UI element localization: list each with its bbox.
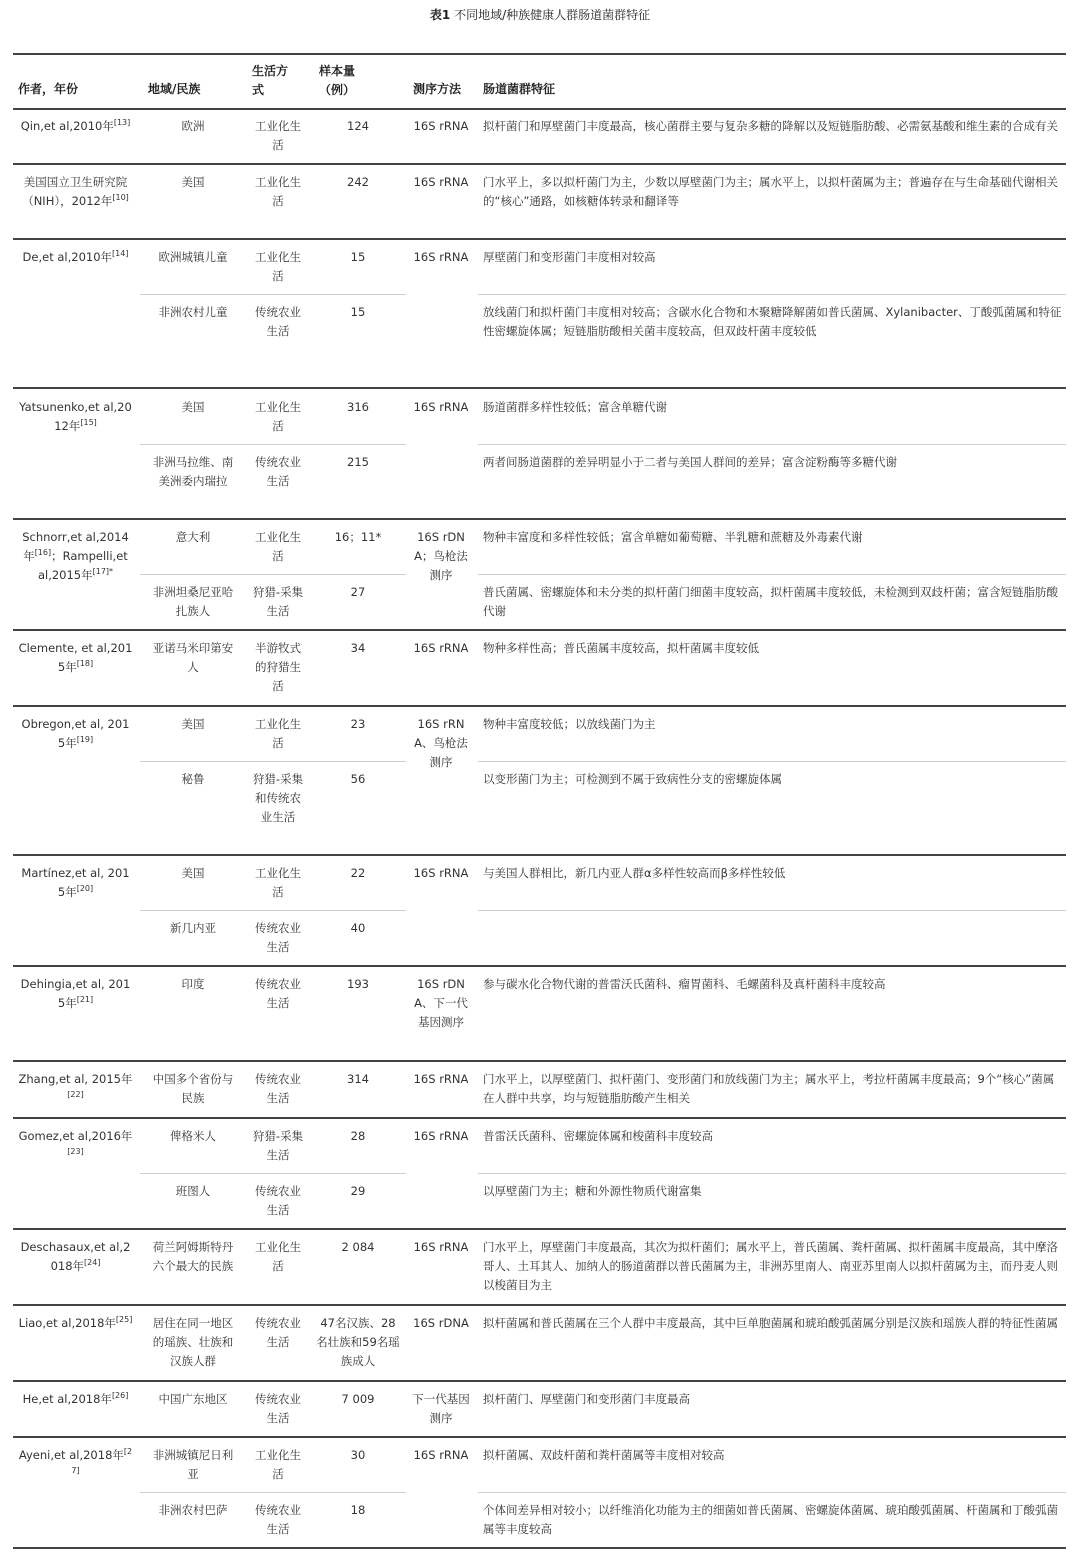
reference-mark: [27] (71, 1447, 133, 1476)
region-cell: 非洲农村巴萨 (158, 1503, 228, 1517)
region-cell: 欧洲 (181, 119, 205, 133)
region-cell: 欧洲城镇儿童 (158, 250, 228, 264)
sample-cell: 15 (350, 250, 366, 264)
sample-cell: 56 (350, 772, 366, 786)
row-rule (13, 387, 1066, 389)
features-cell: 以变形菌门为主；可检测到不属于致病性分支的密螺旋体属 (483, 772, 782, 786)
group-divider (478, 294, 1066, 295)
author-cell (18, 173, 133, 211)
sample-cell: 30 (350, 1448, 366, 1462)
reference-mark: [18] (76, 659, 94, 669)
method-cell: 16S rRNA (413, 1072, 469, 1086)
region-cell: 美国 (181, 175, 205, 189)
sample-cell: 15 (350, 305, 366, 319)
author-cell (18, 528, 133, 585)
lifestyle-cell: 工业化生活 (255, 175, 301, 208)
group-divider (140, 444, 406, 445)
lifestyle-cell: 狩猎-采集生活 (252, 585, 304, 618)
sample-cell: 124 (347, 119, 369, 133)
features-cell: 个体间差异相对较小；以纤维消化功能为主的细菌如普氏菌属、密螺旋体菌属、琥珀酸弧菌属、杆菌属和丁酸弧菌属等丰度较高 (483, 1503, 1058, 1536)
sample-cell: 18 (350, 1503, 366, 1517)
method-cell: 下一代基因测序 (412, 1392, 470, 1425)
method-cell: 16S rDNA；鸟枪法测序 (414, 530, 468, 582)
group-divider (140, 761, 406, 762)
lifestyle-cell: 工业化生活 (255, 119, 301, 152)
lifestyle-cell: 传统农业生活 (255, 1072, 301, 1105)
method-cell: 16S rRNA (413, 1240, 469, 1254)
lifestyle-cell: 传统农业生活 (255, 1184, 301, 1217)
region-cell: 非洲城镇尼日利亚 (152, 1448, 234, 1481)
row-rule (13, 629, 1066, 631)
sample-cell: 22 (350, 866, 366, 880)
author-name: Zhang,et al, 2015年 (18, 1072, 133, 1086)
group-divider (478, 574, 1066, 575)
region-cell: 非洲坦桑尼亚哈扎族人 (152, 585, 234, 618)
region-cell: 荷兰阿姆斯特丹六个最大的民族 (152, 1240, 234, 1273)
reference-mark: [20] (76, 884, 94, 894)
header-features: 肠道菌群特征 (483, 82, 556, 96)
features-cell: 门水平上，厚壁菌门丰度最高，其次为拟杆菌们；属水平上，普氏菌属、粪杆菌属、拟杆菌属丰度最高，其中摩洛哥人、土耳其人、加纳人的肠道菌群以普氏菌属为主，非洲苏里南人、南亚苏里南人以拟杆菌属为主，而丹麦人则以梭菌目为主 (483, 1240, 1058, 1292)
row-rule (13, 1304, 1066, 1306)
author-cell (18, 1127, 133, 1165)
lifestyle-cell: 狩猎-采集和传统农业生活 (252, 772, 304, 824)
lifestyle-cell: 传统农业生活 (255, 455, 301, 488)
sample-cell: 27 (350, 585, 366, 599)
group-divider (140, 574, 406, 575)
region-cell: 居住在同一地区的瑶族、壮族和汉族人群 (152, 1316, 234, 1368)
author-name: 美国国立卫生研究院（NIH），2012年 (22, 175, 128, 208)
author-name: Gomez,et al,2016年 (18, 1129, 133, 1143)
lifestyle-cell: 传统农业生活 (255, 977, 301, 1010)
sample-cell: 29 (350, 1184, 366, 1198)
method-cell: 16S rRNA、鸟枪法测序 (414, 717, 468, 769)
lifestyle-cell: 传统农业生活 (255, 1503, 301, 1536)
lifestyle-cell: 工业化生活 (255, 1448, 301, 1481)
row-rule (13, 705, 1066, 707)
group-divider (478, 444, 1066, 445)
author-cell (18, 975, 133, 1013)
author-name: Liao,et al,2018年 (18, 1316, 116, 1330)
reference-mark: [26] (111, 1391, 129, 1401)
method-cell: 16S rDNA (413, 1316, 469, 1330)
reference-mark: [16] (34, 548, 52, 558)
author-cell (18, 1238, 133, 1276)
sample-cell: 316 (347, 400, 369, 414)
top-rule (13, 53, 1066, 55)
region-cell: 意大利 (175, 530, 211, 544)
features-cell: 物种多样性高；普氏菌属丰度较高，拟杆菌属丰度较低 (483, 641, 759, 655)
lifestyle-cell: 传统农业生活 (255, 1316, 301, 1349)
row-rule (13, 108, 1066, 110)
lifestyle-cell: 半游牧式的狩猎生活 (255, 641, 301, 693)
lifestyle-cell: 工业化生活 (255, 250, 301, 283)
lifestyle-cell: 工业化生活 (255, 866, 301, 899)
features-cell: 拟杆菌门、厚壁菌门和变形菌门丰度最高 (483, 1392, 690, 1406)
region-cell: 非洲农村儿童 (158, 305, 228, 319)
author-name: Dehingia,et al, 2015年 (20, 977, 131, 1010)
lifestyle-cell: 工业化生活 (255, 530, 301, 563)
lifestyle-cell: 工业化生活 (255, 717, 301, 750)
author-name: Ayeni,et al,2018年 (18, 1448, 124, 1462)
region-cell: 亚诺马米印第安人 (152, 641, 234, 674)
features-cell: 普氏菌属、密螺旋体和未分类的拟杆菌门细菌丰度较高，拟杆菌属丰度较低，未检测到双歧杆菌；富含短链脂肪酸代谢 (483, 585, 1058, 618)
region-cell: 美国 (181, 866, 205, 880)
author-cell (18, 864, 133, 902)
author-name: Yatsunenko,et al,2012年 (19, 400, 132, 433)
table-label: 表1 (429, 8, 451, 22)
author-name: Martínez,et al, 2015年 (21, 866, 130, 899)
group-divider (140, 294, 406, 295)
features-cell: 以厚壁菌门为主；糖和外源性物质代谢富集 (483, 1184, 702, 1198)
row-rule (13, 854, 1066, 856)
method-cell: 16S rRNA (413, 1129, 469, 1143)
region-cell: 新几内亚 (170, 921, 216, 935)
sample-cell: 7 009 (341, 1392, 375, 1406)
header-lifestyle: 生活方式 (252, 64, 289, 97)
row-rule (13, 965, 1066, 967)
header-method: 测序方法 (413, 82, 462, 96)
features-cell: 厚壁菌门和变形菌门丰度相对较高 (483, 250, 656, 264)
reference-mark: [13] (113, 118, 131, 128)
author-cell (18, 715, 133, 753)
header-author: 作者，年份 (18, 82, 79, 96)
sample-cell: 16；11* (334, 530, 382, 544)
method-cell: 16S rRNA (413, 641, 469, 655)
reference-mark: [15] (80, 418, 97, 428)
region-cell: 中国广东地区 (158, 1392, 228, 1406)
row-rule (13, 1380, 1066, 1382)
reference-mark: [21] (76, 995, 94, 1005)
row-rule (13, 1228, 1066, 1230)
author-cell (18, 117, 133, 136)
lifestyle-cell: 传统农业生活 (255, 1392, 301, 1425)
group-divider (140, 910, 406, 911)
lifestyle-cell: 工业化生活 (255, 1240, 301, 1273)
row-rule (13, 1436, 1066, 1438)
features-cell: 拟杆菌属、双歧杆菌和粪杆菌属等丰度相对较高 (483, 1448, 725, 1462)
reference-mark: [19] (76, 735, 94, 745)
features-cell: 肠道菌群多样性较低；富含单糖代谢 (483, 400, 667, 414)
sample-cell: 2 084 (341, 1240, 375, 1254)
method-cell: 16S rRNA (413, 866, 469, 880)
features-cell: 放线菌门和拟杆菌门丰度相对较高；含碳水化合物和木聚糖降解菌如普氏菌属、Xylanibacter、丁酸弧菌属和特征性密螺旋体属；短链脂肪酸相关菌丰度较高，但双歧杆菌丰度较低 (483, 305, 1062, 338)
author-name: Clemente, et al,2015年 (18, 641, 133, 674)
group-divider (140, 1173, 406, 1174)
method-cell: 16S rRNA (413, 400, 469, 414)
sample-cell: 193 (347, 977, 369, 991)
group-divider (478, 910, 1066, 911)
region-cell: 秘鲁 (181, 772, 205, 786)
sample-cell: 34 (350, 641, 366, 655)
header-sample: 样本量（例） (319, 64, 356, 97)
author-name: Obregon,et al, 2015年 (21, 717, 130, 750)
author-name: Deschasaux,et al,2018年 (20, 1240, 131, 1273)
region-cell: 俾格米人 (170, 1129, 216, 1143)
features-cell: 物种丰富度较低；以放线菌门为主 (483, 717, 656, 731)
method-cell: 16S rRNA (413, 175, 469, 189)
group-divider (140, 1492, 406, 1493)
author-name: He,et al,2018年 (22, 1392, 112, 1406)
author-name: De,et al,2010年 (22, 250, 113, 264)
author-cell (18, 398, 133, 436)
group-divider (478, 1492, 1066, 1493)
reference-mark: [22] (67, 1090, 84, 1100)
author-cell (18, 1314, 133, 1333)
features-cell: 物种丰富度和多样性较低；富含单糖如葡萄糖、半乳糖和蔗糖及外毒素代谢 (483, 530, 863, 544)
features-cell: 与美国人群相比，新几内亚人群α多样性较高而β多样性较低 (483, 866, 786, 880)
region-cell: 班图人 (175, 1184, 211, 1198)
author-cell (18, 248, 133, 267)
table-caption: 不同地域/种族健康人群肠道菌群特征 (454, 8, 651, 22)
region-cell: 美国 (181, 400, 205, 414)
reference-mark: [10] (112, 193, 129, 203)
author-cell (18, 639, 133, 677)
lifestyle-cell: 传统农业生活 (255, 305, 301, 338)
features-cell: 两者间肠道菌群的差异明显小于二者与美国人群间的差异；富含淀粉酶等多糖代谢 (483, 455, 897, 469)
author-name: Schnorr,et al,2014年 (22, 530, 129, 563)
sample-cell: 28 (350, 1129, 366, 1143)
region-cell: 非洲马拉维、南美洲委内瑞拉 (152, 455, 234, 488)
region-cell: 中国多个省份与民族 (152, 1072, 234, 1105)
row-rule (13, 1117, 1066, 1119)
lifestyle-cell: 狩猎-采集生活 (252, 1129, 304, 1162)
region-cell: 美国 (181, 717, 205, 731)
features-cell: 门水平上，以厚壁菌门、拟杆菌门、变形菌门和放线菌门为主；属水平上，考拉杆菌属丰度最高；9个“核心”菌属在人群中共享，均与短链脂肪酸产生相关 (483, 1072, 1055, 1105)
table-title (0, 7, 1080, 23)
author-cell (18, 1446, 133, 1484)
sample-cell: 242 (347, 175, 369, 189)
method-cell: 16S rRNA (413, 119, 469, 133)
reference-mark: [23] (67, 1147, 84, 1157)
method-cell: 16S rRNA (413, 1448, 469, 1462)
row-rule (13, 518, 1066, 520)
sample-cell: 40 (350, 921, 366, 935)
features-cell: 参与碳水化合物代谢的普雷沃氏菌科、瘤胃菌科、毛螺菌科及真杆菌科丰度较高 (483, 977, 886, 991)
sample-cell: 23 (350, 717, 366, 731)
lifestyle-cell: 工业化生活 (255, 400, 301, 433)
row-rule (13, 238, 1066, 240)
author-cell (18, 1070, 133, 1108)
sample-cell: 314 (347, 1072, 369, 1086)
row-rule (13, 163, 1066, 165)
features-cell: 门水平上，多以拟杆菌门为主，少数以厚壁菌门为主；属水平上，以拟杆菌属为主；普遍存在与生命基础代谢相关的“核心”通路，如核糖体转录和翻译等 (483, 175, 1058, 208)
reference-mark: [17]* (92, 567, 114, 577)
reference-mark: [25] (115, 1315, 133, 1325)
group-divider (478, 761, 1066, 762)
header-region: 地域/民族 (148, 82, 201, 96)
method-cell: 16S rRNA (413, 250, 469, 264)
sample-cell: 215 (347, 455, 369, 469)
row-rule (13, 1060, 1066, 1062)
features-cell: 拟杆菌属和普氏菌属在三个人群中丰度最高，其中巨单胞菌属和琥珀酸弧菌属分别是汉族和瑶族人群的特征性菌属 (483, 1316, 1058, 1330)
author-cell (18, 1390, 133, 1409)
author-name: ；Rampelli,et al,2015年 (37, 549, 128, 582)
sample-cell: 47名汉族、28名壮族和59名瑶族成人 (316, 1316, 400, 1368)
reference-mark: [14] (112, 249, 129, 259)
lifestyle-cell: 传统农业生活 (255, 921, 301, 954)
author-name: Qin,et al,2010年 (20, 119, 114, 133)
region-cell: 印度 (181, 977, 205, 991)
reference-mark: [24] (84, 1258, 101, 1268)
group-divider (478, 1173, 1066, 1174)
features-cell: 拟杆菌门和厚壁菌门丰度最高，核心菌群主要与复杂多糖的降解以及短链脂肪酸、必需氨基酸和维生素的合成有关 (483, 119, 1058, 133)
features-cell: 普雷沃氏菌科、密螺旋体属和梭菌科丰度较高 (483, 1129, 713, 1143)
method-cell: 16S rDNA、下一代基因测序 (414, 977, 468, 1029)
row-rule (13, 1547, 1066, 1549)
